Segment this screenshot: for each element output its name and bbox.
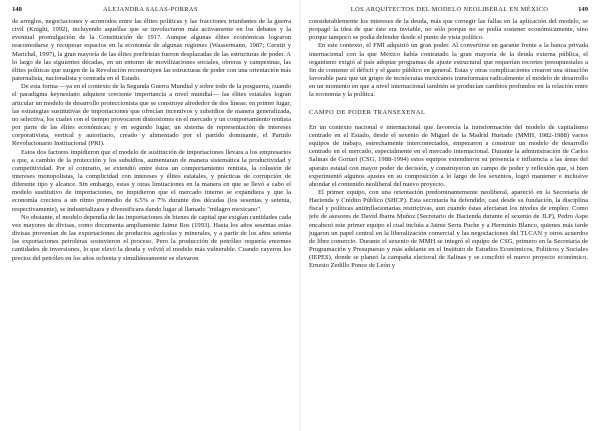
left-page-number: 148 xyxy=(12,6,22,13)
paragraph: de arreglos, negociaciones y acomodos entre las élites políticas y las fracciones triunfantes de la guerra civil (Knight, 1992), incluyendo aquellas que se involucraron más activamente en los debates y la eventual promulgación de la Constitución de 1917. Aunque algunas élites económicas lograron reacomodarse y recuperar espacios en la economía de algunas regiones (Wassermann, 1987; Cerutti y Marichal, 1997), la gran mayoría de las élites porfiristas fueron desplazadas de las estructuras de poder. A lo largo de las siguientes décadas, en un entorno de movilizaciones sociales, obreras y campesinas, las élites políticas que surgen de la Revolución reconstruyen las estructuras de poder con una orientación más paternalista, nacionalista y centrada en el Estado. xyxy=(12,18,291,83)
paragraph: considerablemente los intereses de la deuda, más que corregir las fallas en la aplicación del modelo, se propagó la idea de que éste era inviable, no sólo porque no se podía sostener económicamente, sino porque tampoco se podía defender desde el punto de vista político. xyxy=(309,18,588,42)
paragraph: El primer equipo, con una orientación predominantemente neoliberal, apareció en la Secretaría de Hacienda y Crédito Público (SHCP). Esta secretaría ha defendido, casi desde su fundación, la disciplina fiscal y políticas antiinflacionarias restrictivas, aun cuando éstas afectaran los niveles de empleo. Como jefe de asesores de David Ibarra Muñoz (Secretario de Hacienda durante el sexenio de JLP), Pedro Aspe encabezó este primer equipo el cual incluía a Jaime Serra Puche y a Herminio Blanco, quienes más tarde jugaron un papel central en la liberalización comercial y las negociaciones del TLCAN y otros acuerdos de libre comercio. Durante el sexenio de MMH se integró el equipo de CSG, primero en la Secretaría de Programación y Presupuesto y más adelante en el Instituto de Estudios Económicos, Políticos y Sociales (IEPES), donde se planeó la campaña electoral de Salinas y se concibió el nuevo proyecto económico. Ernesto Zedillo Ponce de León y xyxy=(309,188,588,270)
left-running-head xyxy=(12,6,291,16)
left-body-text xyxy=(12,18,291,263)
paragraph: En este contexto, el FMI adquirió un gran poder. Al convertirse en garante frente a la banca privada internacional con la que México había contratado la gran mayoría de la deuda externa pública, el organismo exigió al país adoptar programas de ajuste estructural que requerían recortes presupuestales a fin de contener el déficit y el gasto público en general. Estas y otras complicaciones crearon una situación favorable para que un grupo de tecnócratas mexicanos transformara radicalmente el modelo de desarrollo en un momento en que a nivel internacional también se producían cambios profundos en la relación entre la economía y la política. xyxy=(309,42,588,99)
right-page-number: 149 xyxy=(578,6,588,13)
right-page xyxy=(300,0,600,431)
paragraph: De esta forma —ya en el contexto de la Segunda Guerra Mundial y sobre todo de la posguerra, cuando el paradigma keynesiano adquiere creciente importancia a nivel mundial— las élites estatales logran articular un modelo de desarrollo proteccionista que se construye alrededor de dos líneas: en primer lugar, las estrategias sustitutivas de importaciones que ofrecían incentivos y subsidios de manera generalizada, no selectiva, los cuales con el tiempo provocaron distorsiones en el mercado y un comportamiento rentista por parte de las élites económicas; y en segundo lugar, un sistema de representación de intereses corporativista, vertical y autoritario, creado y alimentado por el partido dominante, el Partido Revolucionario Institucional (PRI). xyxy=(12,83,291,148)
paragraph: No obstante, el modelo dependía de las importaciones de bienes de capital que exigían cantidades cada vez mayores de divisas, como documenta ampliamente Jaime Ros (1993). Hasta los años sesentas estas divisas provenían de las exportaciones de productos agrícolas y minerales, y a partir de los años setenta las exportaciones petroleras sostuvieron el proceso. Pero la producción de petróleo requería enormes cantidades de inversiones, lo que elevó la deuda y volvió el modelo más vulnerable. Cuando cayeron los precios del petróleo en los años ochenta y simultáneamente se elevaron xyxy=(12,213,291,262)
right-body-text xyxy=(309,18,588,271)
section-heading: CAMPO DE PODER TRANSEXENAL xyxy=(309,108,426,116)
left-running-title: ALEJANDRA SALAS-PORRAS xyxy=(102,6,198,13)
right-running-head xyxy=(309,6,588,16)
paragraph: Estos dos factores impidieron que el modelo de sustitución de importaciones llevara a los empresarios a que, a cambio de la protección y los subsidios, aumentaran de manera sistemática la productividad y competitividad. Por el contrario, se extendió entre éstos un comportamiento rentista, la colusión de intereses monopolistas, la complicidad con intereses y élites estatales, y prácticas de corrupción de diferente tipo y alcance. Sin embargo, estas y otras limitaciones en la manera en que se llevó a cabo el modelo sustitutivo de importaciones, no impidieron que el mercado interno se expandiera y que la economía creciera a un ritmo promedio de 6.5% a 7% durante dos décadas (los sesentas y setenta, respectivamente), se industrializara y diversificara dando lugar al llamado "milagro mexicano". xyxy=(12,148,291,213)
paragraph: En un contexto nacional e internacional que favorecía la transformación del modelo de capitalismo centrado en el Estado, desde el sexenio de Miguel de la Madrid Hurtado (MMH, 1982-1988) varios equipos de trabajo, estrechamente interconectados, empezaron a construir un modelo de desarrollo centrado en el mercado, especialmente en el mercado internacional. Durante la administración de Carlos Salinas de Gortari (CSG, 1988-1994) estos equipos extendieron su presencia e influencia a las áreas del aparato estatal con mayor poder de decisión, y construyeron un campo de poder y reflexión que, si bien experimentó algunos ajustes en su composición a lo largo de los sexenios, logró mantener e inclusive ahondar el contenido neoliberal del nuevo proyecto. xyxy=(309,123,588,188)
right-running-title: LOS ARQUITECTOS DEL MODELO NEOLIBERAL EN MÉXICO xyxy=(350,6,549,13)
